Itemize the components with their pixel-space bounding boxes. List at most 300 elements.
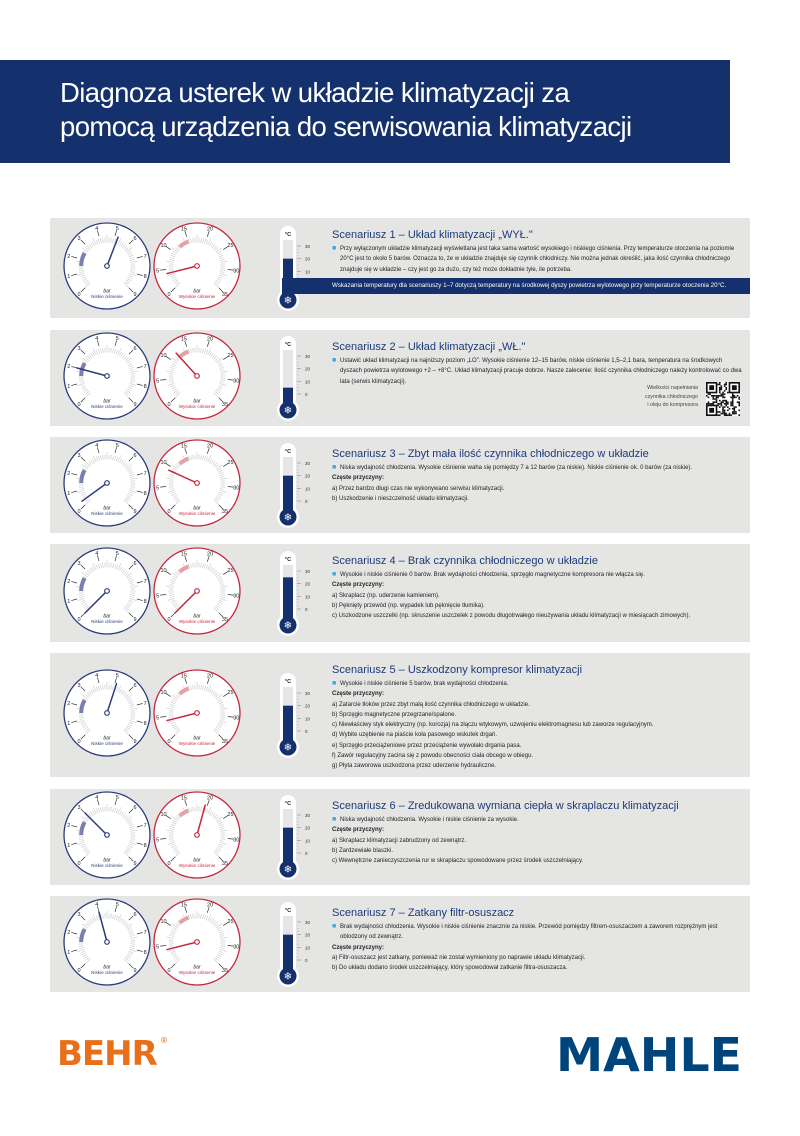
qr-module [714,395,716,397]
scenario-card-6 [50,789,750,885]
qr-module [725,414,727,416]
gauge-unit: bar [103,964,111,971]
snowflake-icon: ❄ [283,864,293,876]
gauge-tick-label: 8 [143,384,147,391]
gauge-tick-label: 8 [143,491,147,498]
note-text: Wskazania temperatury dla scenariuszy 1–7 dotyczą temperatury na środkowej dyszy powietrza wylotowego przy temperaturze otoczenia 20°C. [332,282,727,289]
thermometer [277,226,311,311]
bullet-icon: ■ [332,571,337,578]
qr-caption-line: i oleju do kompresora [647,402,698,408]
gauges [50,218,325,318]
qr-module [735,411,737,413]
gauge-tick-label: 30 [233,944,240,951]
gauge-tick-label: 25 [227,567,234,574]
description-text: Niska wydajność chłodzenia. Wysokie ciśnienie waha się pomiędzy 7 a 12 barów (za niskie). Niskie ciśnienie ok. 0 barów (za niskie). [340,465,693,471]
qr-module [721,393,723,395]
cause-item: a) Skraplacz klimatyzacji zabrudzony od zewnątrz. [332,837,467,844]
gauge-unit: bar [193,288,201,295]
qr-module [719,382,721,384]
gauge-tick-label: 8 [143,843,147,850]
gauge-tick-label: 2 [67,929,71,936]
qr-module [730,397,732,399]
gauge-tick-label: 7 [143,363,147,370]
gauge-tick-label: 9 [133,291,137,298]
thermometer-tick-label: 0 [305,958,308,963]
high-pressure-gauge [154,899,240,985]
qr-module [724,384,726,386]
qr-caption-line: Wielkości napełniania [647,385,698,391]
cause-item: a) Filtr-osuszacz jest zatkany, ponieważ nie został wymieniony po naprawie układu klimatyzacji. [332,954,586,961]
qr-module [738,403,740,405]
qr-module [734,410,736,412]
gauge-tick-label: 3 [77,346,81,353]
cause-item: a) Skraplacz (np. uderzenie kamieniem). [332,592,440,599]
gauge-tick-label: 10 [160,567,167,574]
gauge-unit: bar [103,613,111,620]
qr-module [727,403,729,405]
gauge-unit: bar [103,288,111,295]
gauge-tick-label: 7 [143,822,147,829]
thermometer-fill [283,935,293,972]
scenario-title: Scenariusz 4 – Brak czynnika chłodniczego w układzie [332,555,598,567]
gauge-tick-label: 20 [207,443,214,450]
title-line-2: pomocą urządzenia do serwisowania klimatyzacji [60,111,632,142]
qr-module [725,400,727,402]
scenario-content [332,447,742,504]
gauge-tick-label: 7 [143,929,147,936]
gauge-tick-label: 6 [133,236,137,243]
mahle-logo [556,1030,742,1074]
gauge-tick-label: 8 [143,950,147,957]
qr-module [729,414,731,416]
qr-module [724,414,726,416]
low-pressure-gauge [64,899,150,985]
gauge-tick-label: 0 [167,291,171,298]
gauge-tick-label: 10 [160,918,167,925]
thermometer-unit: °C [284,557,292,563]
gauges [50,330,325,426]
gauge-unit: bar [193,735,201,742]
qr-module [721,388,723,390]
header-banner [0,60,730,163]
gauges [50,544,325,642]
causes-list [332,484,742,505]
scenario-card-3 [50,437,750,533]
qr-module [734,397,736,399]
qr-module [712,397,714,399]
qr-module [725,403,727,405]
snowflake-icon: ❄ [283,971,293,983]
snowflake-icon: ❄ [283,295,293,307]
qr-module [734,406,736,408]
bullet-icon: ■ [332,464,337,471]
gauge-tick-label: 35 [221,860,229,867]
qr-module [732,401,734,403]
bullet-icon: ■ [332,923,337,930]
snowflake-icon: ❄ [283,742,293,754]
qr-module [712,401,714,403]
behr-logo [57,1034,187,1069]
gauge-tick-label: 0 [77,291,81,298]
gauge-tick-label: 2 [67,363,71,370]
gauge-panel [50,653,325,777]
cause-item: b) Zardzewiałe blaszki. [332,847,394,854]
gauge-tick-label: 7 [143,253,147,260]
low-pressure-gauge [64,333,150,419]
gauge-hub [195,264,200,269]
qr-section [610,382,740,418]
scenario-description [332,679,742,689]
qr-module [732,395,734,397]
qr-module [722,395,724,397]
gauge-hub [195,481,200,486]
gauge-tick-label: 6 [133,346,137,353]
gauge-tick-label: 5 [156,593,160,600]
gauges [50,896,325,992]
qr-module [711,395,713,397]
qr-module [719,414,721,416]
qr-module [711,403,713,405]
gauge-hub [105,711,110,716]
scenario-title: Scenariusz 6 – Zredukowana wymiana ciepła w skraplaczu klimatyzacji [332,800,679,812]
thermometer-tick-label: 20 [305,473,311,479]
thermometer-tick-label: 30 [305,354,311,359]
scenario-card-4 [50,544,750,642]
gauge-tick-label: 8 [143,599,147,606]
gauge-tick-label: 0 [77,967,81,974]
qr-module [719,395,721,397]
qr-module [724,400,726,402]
gauge-tick-label: 5 [115,335,119,342]
gauge-unit: bar [103,505,111,512]
thermometer-fill [283,577,293,621]
gauge-tick-label: 7 [143,470,147,477]
gauge-tick-label: 1 [67,721,71,728]
gauge-tick-label: 35 [221,401,229,408]
cause-item: a) Zatarcie tłoków przez zbyt małą ilość czynnika chłodniczego w układzie. [332,701,530,708]
gauge-tick-label: 5 [156,268,160,275]
description-text: Ustawić układ klimatyzacji na najniższy poziom „LO". Wysokie ciśnienie 12–15 barów, niskie ciśnienie 1,5–2,1 bara, temperatura na środkowych dyszach powietrza wylotowego +2 – +8°C. Układ klimatyzacji pracuje dobrze. Nasze zalecenie: Ilość czynnika chłodniczego należy kontrolować co dwa lata (serwis klimatyzacji). [340,358,742,385]
scenario-title: Scenariusz 2 – Układ klimatyzacji „WŁ." [332,341,526,353]
qr-module [709,403,711,405]
thermometer-unit: °C [284,908,292,914]
gauge-tick-label: 3 [77,561,81,568]
gauge-hub [105,374,110,379]
gauge-tick-label: 9 [133,967,137,974]
gauge-tick-label: 5 [156,944,160,951]
qr-module [708,403,710,405]
qr-module [730,405,732,407]
gauge-label: Wysokie ciśnienie [178,740,216,746]
gauge-label: Niskie ciśnienie [91,969,123,975]
cause-item: b) Pęknięty przewód (np. wypadek lub pęknięcie tłumika). [332,602,485,609]
gauge-hub [195,711,200,716]
gauge-tick-label: 30 [233,378,240,385]
cause-item: c) Niewłaściwy styk elektryczny (np. korozja) na złączu wtykowym, uzwojeniu elektromagnesu lub zaworze regulacyjnym. [332,722,654,729]
qr-module [724,411,726,413]
gauge-tick-label: 15 [180,551,187,558]
registered-mark-icon: ® [160,1036,168,1045]
gauges [50,437,325,533]
thermometer [277,795,311,880]
gauge-tick-label: 0 [167,860,171,867]
qr-module [716,401,718,403]
causes-label: Częste przyczyny: [332,475,385,482]
qr-module [730,401,732,403]
qr-module [708,401,710,403]
qr-module [722,392,724,394]
scenario-description [332,815,742,825]
cause-item: c) Uszkodzone uszczelki (np. skruszenie uszczelek z powodu długotrwałego nieużywania układu klimatyzacji w miesiącach zimowych). [332,613,691,620]
low-pressure-gauge [64,548,150,634]
gauge-tick-label: 4 [95,442,99,449]
qr-module [717,397,719,399]
qr-module [717,411,719,413]
gauge-tick-label: 8 [143,274,147,281]
thermometer [277,902,311,987]
qr-module [722,413,724,415]
gauge-tick-label: 0 [77,616,81,623]
qr-module [738,401,740,403]
gauge-hub [195,833,200,838]
qr-module [734,408,736,410]
gauge-tick-label: 20 [207,673,214,680]
qr-module [722,411,724,413]
gauge-tick-label: 25 [227,811,234,818]
qr-module [719,388,721,390]
qr-module [722,410,724,412]
gauge-hub [105,833,110,838]
gauge-tick-label: 15 [180,443,187,450]
causes-list [332,953,742,974]
qr-module [706,395,708,397]
causes-list [332,591,742,622]
gauge-hub [105,940,110,945]
thermometer-fill [283,828,293,865]
gauge-hub [195,940,200,945]
qr-module [727,401,729,403]
gauge-tick-label: 10 [160,459,167,466]
thermometer-tick-label: 10 [305,716,311,722]
qr-module [722,400,724,402]
qr-module [722,406,724,408]
qr-module [724,385,726,387]
thermometer-tick-label: 30 [305,813,311,818]
gauge-tick-label: 8 [143,721,147,728]
low-pressure-gauge [64,440,150,526]
scenario-content [332,340,742,387]
thermometer-tick-label: 0 [305,851,308,856]
qr-module [716,397,718,399]
causes-list [332,700,742,772]
qr-module [732,398,734,400]
gauge-tick-label: 2 [67,578,71,585]
gauge-tick-label: 35 [221,738,229,745]
gauge-hub [105,589,110,594]
qr-module [725,413,727,415]
gauge-tick-label: 20 [207,795,214,802]
qr-module [732,403,734,405]
qr-module [717,403,719,405]
gauge-label: Wysokie ciśnienie [178,618,216,624]
qr-module [722,393,724,395]
gauge-tick-label: 9 [133,616,137,623]
thermometer-tick-label: 20 [305,932,311,938]
qr-module [716,400,718,402]
qr-module [724,406,726,408]
qr-module [735,406,737,408]
gauges [50,653,325,777]
scenario-description [332,463,742,473]
gauge-tick-label: 2 [67,253,71,260]
qr-module [725,405,727,407]
gauge-tick-label: 9 [133,401,137,408]
snowflake-icon: ❄ [283,620,293,632]
gauge-label: Niskie ciśnienie [91,740,123,746]
qr-caption [610,384,698,410]
gauge-tick-label: 1 [67,491,71,498]
scenario-title: Scenariusz 5 – Uszkodzony kompresor klimatyzacji [332,664,583,676]
gauge-tick-label: 15 [180,902,187,909]
causes-label: Częste przyczyny: [332,691,385,698]
qr-module [712,395,714,397]
gauge-label: Niskie ciśnienie [91,862,123,868]
thermometer-tick-label: 20 [305,256,311,262]
gauge-tick-label: 30 [233,837,240,844]
gauge-tick-label: 25 [227,242,234,249]
thermometer-unit: °C [284,232,292,238]
gauge-tick-label: 3 [77,805,81,812]
scenario-content [332,663,742,772]
gauge-tick-label: 2 [67,700,71,707]
gauge-tick-label: 2 [67,822,71,829]
qr-module [719,403,721,405]
qr-module [738,410,740,412]
qr-module [732,400,734,402]
gauge-tick-label: 20 [207,226,214,233]
qr-module [734,413,736,415]
description-text: Wysokie i niskie ciśnienie 5 barów, brak wydajności chłodzenia. [340,681,509,687]
qr-module [719,400,721,402]
qr-module [738,398,740,400]
qr-module [719,411,721,413]
thermometer-tick-label: 10 [305,838,311,844]
page-title [60,76,632,144]
gauge-tick-label: 35 [221,291,229,298]
gauge-tick-label: 10 [160,811,167,818]
scenario-content [332,228,742,275]
cause-item: b) Do układu dodano środek uszczelniający, który spowodował zatkanie filtra-osuszacza. [332,965,568,972]
high-pressure-gauge [154,670,240,756]
scenario-content [332,799,742,866]
gauge-tick-label: 5 [115,672,119,679]
qr-module [732,413,734,415]
thermometer-tick-label: 30 [305,920,311,925]
gauge-tick-label: 4 [95,225,99,232]
gauge-tick-label: 1 [67,384,71,391]
qr-module [721,413,723,415]
gauge-tick-label: 30 [233,485,240,492]
gauge-label: Wysokie ciśnienie [178,510,216,516]
causes-label: Częste przyczyny: [332,944,385,951]
thermometer [277,551,311,636]
low-pressure-gauge [64,792,150,878]
gauge-tick-label: 25 [227,918,234,925]
thermometer-tick-label: 30 [305,569,311,574]
title-line-1: Diagnoza usterek w układzie klimatyzacji za [60,77,570,108]
thermometer-tick-label: 0 [305,607,308,612]
cause-item: a) Przez bardzo długi czas nie wykonywano serwisu klimatyzacji. [332,485,505,492]
gauge-tick-label: 3 [77,912,81,919]
qr-finder-center [709,408,714,413]
gauge-tick-label: 4 [95,901,99,908]
gauge-tick-label: 35 [221,508,229,515]
qr-module [716,395,718,397]
qr-module [727,392,729,394]
gauge-hub [105,264,110,269]
qr-module [738,405,740,407]
qr-module [717,395,719,397]
scenario-content [332,554,742,621]
qr-module [722,401,724,403]
qr-module [712,403,714,405]
bullet-icon: ■ [332,357,337,364]
gauge-hub [195,374,200,379]
gauge-tick-label: 20 [207,551,214,558]
gauge-tick-label: 4 [95,672,99,679]
bullet-icon: ■ [332,245,337,252]
qr-module [724,393,726,395]
cause-item: b) Sprzęgło magnetyczne przegrzane/spalone. [332,711,457,718]
qr-module [738,397,740,399]
thermometer-fill [283,706,293,743]
qr-module [724,397,726,399]
qr-module [737,395,739,397]
qr-module [719,390,721,392]
gauge-tick-label: 7 [143,700,147,707]
qr-module [732,397,734,399]
cause-item: e) Sprzęgło przeciążeniowe przez przeciążenie wywołało drgania pasa. [332,742,522,749]
gauge-tick-label: 4 [95,335,99,342]
gauge-tick-label: 15 [180,336,187,343]
high-pressure-gauge [154,333,240,419]
thermometer-tick-label: 0 [305,392,308,397]
cause-item: f) Zawór regulacyjny zacina się z powodu obecności ciała obcego w obiegu. [332,753,534,760]
qr-module [721,405,723,407]
gauge-tick-label: 0 [167,401,171,408]
gauge-label: Niskie ciśnienie [91,293,123,299]
qr-finder-center [709,385,714,390]
gauge-tick-label: 20 [207,336,214,343]
cause-item: c) Wewnętrzne zanieczyszczenia rur w skraplaczu spowodowane przez środek uszczelniający. [332,858,584,865]
qr-module [734,411,736,413]
qr-module [729,408,731,410]
scenario-card-7 [50,896,750,992]
gauge-label: Wysokie ciśnienie [178,969,216,975]
gauge-tick-label: 0 [77,738,81,745]
qr-module [732,411,734,413]
qr-module [725,401,727,403]
high-pressure-gauge [154,440,240,526]
gauge-tick-label: 9 [133,860,137,867]
qr-module [719,387,721,389]
qr-code-icon[interactable] [706,382,740,416]
qr-module [727,414,729,416]
description-text: Niska wydajność chłodzenia. Wysokie i niskie ciśnienie za wysokie. [340,817,519,823]
qr-module [724,410,726,412]
gauge-tick-label: 3 [77,683,81,690]
gauge-panel [50,896,325,992]
